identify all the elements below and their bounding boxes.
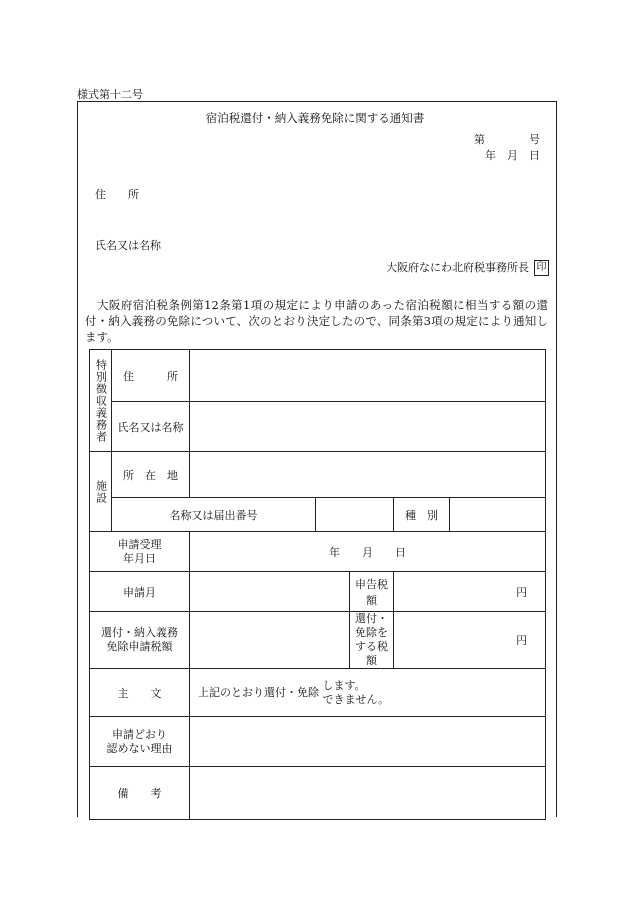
reason-field[interactable]: [190, 717, 546, 767]
refund-apply-field[interactable]: [190, 612, 350, 669]
refund-row: [90, 612, 546, 669]
main-text-prefix: 上記のとおり還付・免除: [198, 685, 319, 699]
declared-tax-label: 申告税額: [350, 572, 394, 612]
remarks-row: [90, 767, 546, 820]
apply-month-label: 申請月: [90, 572, 190, 612]
receipt-date-label: 申請受理 年月日: [90, 532, 190, 572]
facility-group-label: 施設: [90, 452, 112, 532]
obligor-address-label: 住 所: [112, 350, 190, 402]
remarks-label: 備 考: [90, 767, 190, 820]
facility-type-field[interactable]: [450, 498, 546, 532]
reason-label: 申請どおり 認めない理由: [90, 717, 190, 767]
main-text-option-will[interactable]: します。: [322, 678, 366, 692]
receipt-date-row: [90, 532, 546, 572]
recipient-name-label: 氏名又は名称: [95, 239, 161, 252]
main-text-option-cannot[interactable]: できません。: [322, 692, 390, 706]
recipient-address-label: 住 所: [95, 188, 139, 201]
obligor-name-label: 氏名又は名称: [112, 402, 190, 452]
obligor-address-field[interactable]: [190, 350, 546, 402]
notice-body: 大阪府宿泊税条例第12条第1項の規定により申請のあった宿泊税額に相当する額の還付・納入義務の免除について、次のとおり決定したので、同条第3項の規定により通知します。: [85, 298, 548, 344]
main-text-row: [90, 669, 546, 717]
obligor-group-label: 特別徴収義務者: [90, 350, 112, 452]
refund-tax-label: 還付・免除を する税額: [350, 612, 394, 669]
seal-mark: 印: [534, 260, 549, 276]
facility-location-label: 所 在 地: [112, 452, 190, 498]
obligor-name-row: [90, 402, 546, 452]
reason-row: [90, 717, 546, 767]
remarks-field[interactable]: [190, 767, 546, 820]
issuer-line: [386, 259, 549, 276]
form-number: 様式第十二号: [77, 88, 143, 101]
issuer-name: 大阪府なにわ北府税事務所長: [386, 261, 529, 274]
obligor-address-row: [90, 350, 546, 402]
document-title: 宿泊税還付・納入義務免除に関する通知書: [205, 111, 425, 125]
declared-tax-field[interactable]: 円: [394, 572, 546, 612]
refund-apply-label: 還付・納入義務 免除申請税額: [90, 612, 190, 669]
refund-tax-field[interactable]: 円: [394, 612, 546, 669]
facility-name-row: [90, 498, 546, 532]
facility-name-field[interactable]: [316, 498, 394, 532]
notice-table: [89, 349, 546, 820]
main-text-field: [190, 669, 546, 717]
obligor-name-field[interactable]: [190, 402, 546, 452]
facility-name-label: 名称又は届出番号: [112, 498, 316, 532]
document-number: 第 号: [474, 133, 540, 146]
main-text-label: 主 文: [90, 669, 190, 717]
facility-type-label: 種 別: [394, 498, 450, 532]
issue-date: 年 月 日: [485, 149, 540, 162]
facility-location-field[interactable]: [190, 452, 546, 498]
main-text-options: [323, 679, 390, 707]
apply-month-field[interactable]: [190, 572, 350, 612]
receipt-date-field[interactable]: 年 月 日: [190, 532, 546, 572]
facility-location-row: [90, 452, 546, 498]
apply-month-row: [90, 572, 546, 612]
